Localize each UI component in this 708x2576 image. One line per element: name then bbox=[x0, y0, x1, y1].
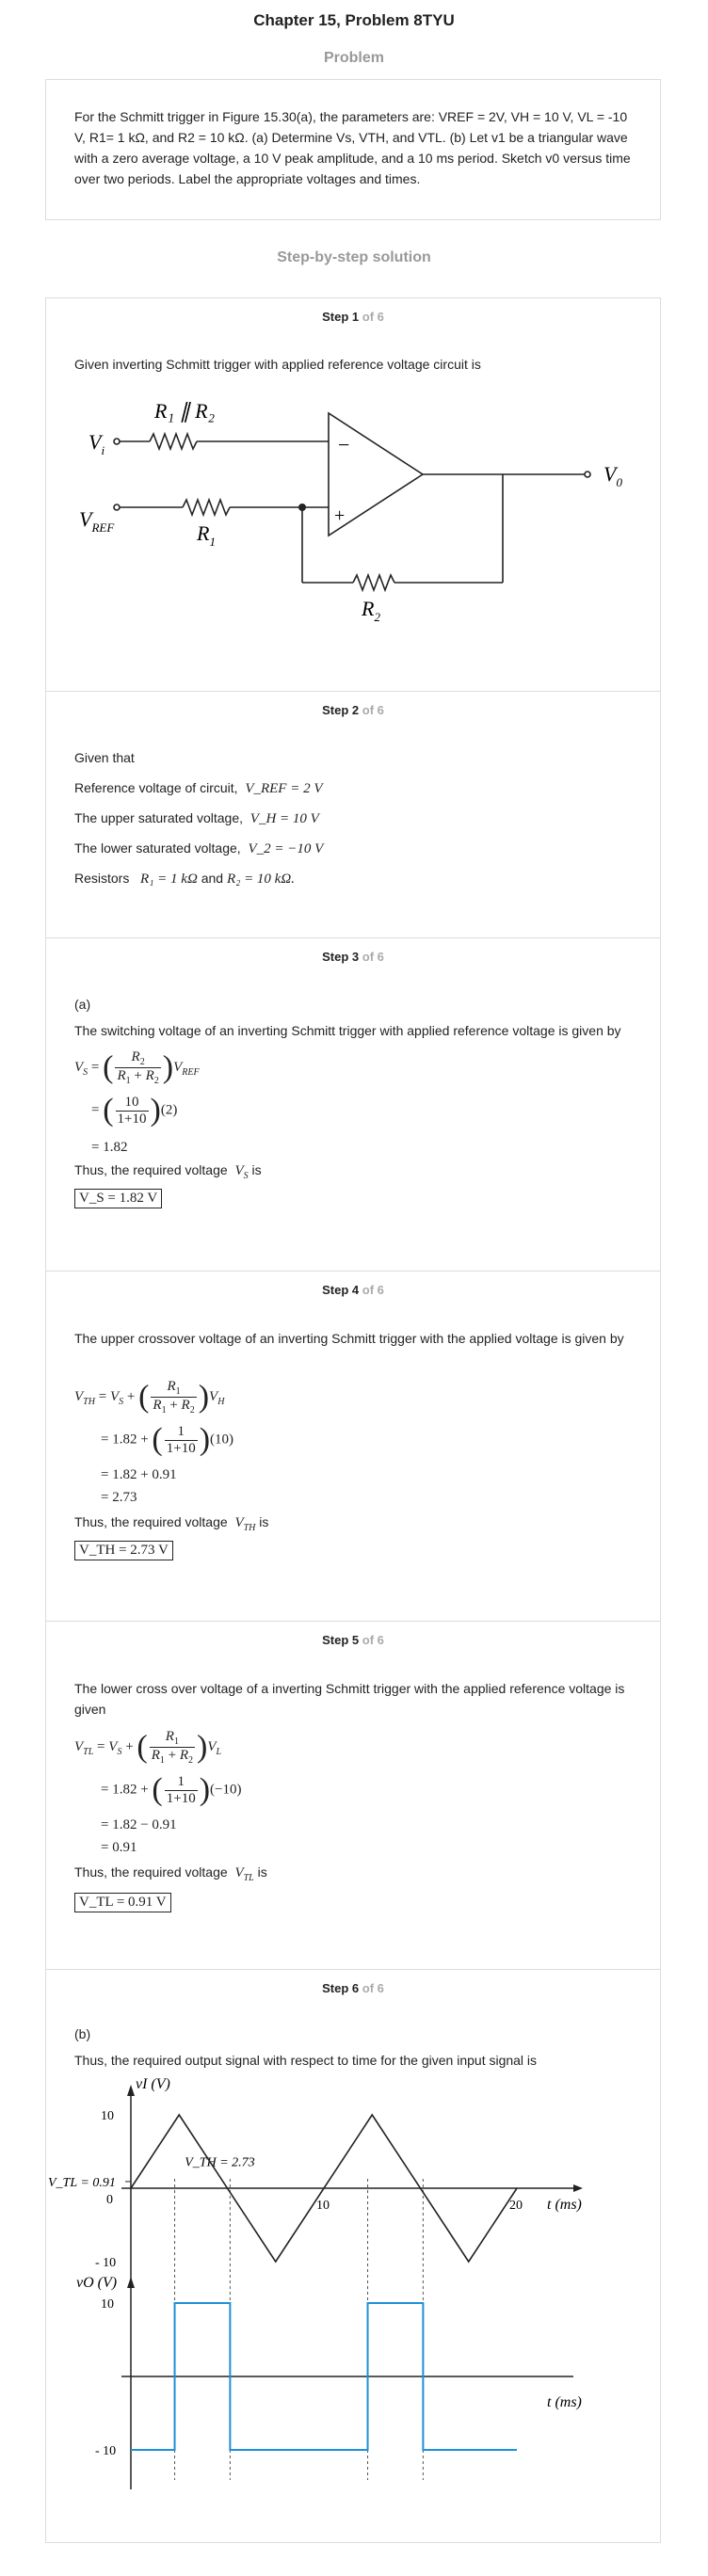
ytick-input-10: 10 bbox=[101, 2109, 114, 2123]
label-r1: $R_1$ bbox=[197, 521, 216, 549]
step-2 bbox=[46, 692, 660, 938]
step3-conclusion: Thus, the required voltage $V_S$ is bbox=[74, 1162, 262, 1181]
step5-text: The lower cross over voltage of a inverting Schmitt trigger with the applied reference voltage is given bbox=[74, 1681, 625, 1717]
step-header: Step 5 of 6 bbox=[322, 1633, 384, 1647]
x-axis-label-input: t (ms) bbox=[547, 2197, 582, 2213]
step5-difference: = 1.82 − 0.91 bbox=[101, 1817, 177, 1832]
problem-box bbox=[45, 79, 661, 220]
step5-conclusion: Thus, the required voltage $V_{TL}$ is bbox=[74, 1864, 267, 1883]
problem-text: For the Schmitt trigger in Figure 15.30(a), the parameters are: VREF = 2V, VH = 10 V, VL = -10 V, R1= 1 kΩ, and R2 = 10 kΩ. (a) Determine Vs, VTH, and VTL. (b) Let v1 be a triangular wave with a zero average voltage, a 10 V peak amplitude, and a 10 ms period. Sketch v0 versus time over two periods. Label the appropriate voltages and times. bbox=[74, 109, 631, 186]
y-axis-label-input: vI (V) bbox=[136, 2076, 170, 2092]
label-vi: $V_i$ bbox=[88, 430, 105, 457]
step2-lower: The lower saturated voltage, V_2 = −10 V bbox=[74, 840, 324, 856]
annotation-vth: V_TH = 2.73 bbox=[185, 2155, 255, 2170]
step2-intro: Given that bbox=[74, 750, 135, 765]
solution-box bbox=[45, 297, 661, 2543]
step3-result-line: = 1.82 bbox=[91, 1140, 128, 1155]
step4-sum: = 1.82 + 0.91 bbox=[101, 1467, 177, 1482]
step2-upper: The upper saturated voltage, V_H = 10 V bbox=[74, 810, 319, 826]
label-vref: $V_{REF}$ bbox=[79, 507, 115, 535]
step6-text: Thus, the required output signal with respect to time for the given input signal is bbox=[74, 2053, 538, 2068]
step3-formula: $V_S$ = ( $\frac{R_2}{R_1 + R_2}$ )$V_{REF}$ bbox=[74, 1049, 200, 1086]
step-3 bbox=[46, 938, 660, 1272]
page-title: Chapter 15, Problem 8TYU bbox=[253, 11, 455, 29]
step4-boxed-result: V_TH = 2.73 V bbox=[74, 1541, 173, 1560]
label-r2: $R_2$ bbox=[362, 597, 380, 624]
y-axis-label-output: vO (V) bbox=[76, 2275, 118, 2291]
ytick-output-neg10: - 10 bbox=[95, 2444, 117, 2458]
step-5 bbox=[46, 1622, 660, 1970]
xtick-input-10: 10 bbox=[316, 2199, 330, 2213]
step1-text: Given inverting Schmitt trigger with applied reference voltage circuit is bbox=[74, 357, 481, 372]
x-axis-label-output: t (ms) bbox=[547, 2394, 582, 2410]
problem-heading: Problem bbox=[323, 50, 384, 66]
step-header: Step 1 of 6 bbox=[322, 310, 384, 324]
solution-heading: Step-by-step solution bbox=[277, 249, 431, 265]
schmitt-trigger-circuit bbox=[56, 385, 639, 648]
step4-result-line: = 2.73 bbox=[101, 1490, 137, 1505]
label-vo: $V_0$ bbox=[603, 462, 622, 489]
label-r1-parallel-r2: R₁ ∥ R₂ bbox=[154, 399, 216, 423]
step-1 bbox=[46, 298, 660, 692]
step3-part: (a) bbox=[74, 997, 91, 1012]
step-header: Step 3 of 6 bbox=[322, 950, 384, 964]
step3-boxed-result: V_S = 1.82 V bbox=[74, 1189, 162, 1208]
plus-sign: + bbox=[334, 505, 346, 526]
step-header: Step 2 of 6 bbox=[322, 703, 384, 717]
step4-formula: $V_{TH} = V_S$ + ( $\frac{R_1}{R_1 + R_2}$ )$V_H$ bbox=[74, 1379, 225, 1416]
step2-ref: Reference voltage of circuit, V_REF = 2 V bbox=[74, 780, 323, 796]
step3-text: The switching voltage of an inverting Schmitt trigger with applied reference voltage is given by bbox=[74, 1023, 621, 1038]
step-header: Step 6 of 6 bbox=[322, 1981, 384, 1995]
step4-substitution: = 1.82 + ( $\frac{1}{1+10}$ )(10) bbox=[101, 1422, 234, 1457]
step2-resistors: Resistors R₁ = 1 kΩ and R₂ = 10 kΩ. bbox=[74, 871, 295, 887]
ytick-output-10: 10 bbox=[101, 2297, 114, 2312]
waveform-chart bbox=[46, 2075, 630, 2536]
step4-text: The upper crossover voltage of an inverting Schmitt trigger with the applied voltage is given by bbox=[74, 1331, 624, 1346]
x-axis-arrow-input bbox=[573, 2184, 583, 2192]
ytick-input-0: 0 bbox=[106, 2193, 113, 2207]
step5-result-line: = 0.91 bbox=[101, 1840, 137, 1855]
step5-formula: $V_{TL} = V_S$ + ( $\frac{R_1}{R_1 + R_2}$ )$V_L$ bbox=[74, 1729, 222, 1766]
step3-substitution: = ( $\frac{10}{1+10}$ )(2) bbox=[91, 1093, 178, 1128]
step4-conclusion: Thus, the required voltage $V_{TH}$ is bbox=[74, 1514, 269, 1533]
step-4 bbox=[46, 1272, 660, 1622]
step6-part: (b) bbox=[74, 2026, 91, 2041]
y-axis-arrow-input bbox=[127, 2085, 135, 2096]
step5-boxed-result: V_TL = 0.91 V bbox=[74, 1893, 171, 1912]
step-6 bbox=[46, 1970, 660, 2542]
annotation-vtl: V_TL = 0.91 bbox=[48, 2175, 116, 2190]
minus-sign: − bbox=[338, 433, 350, 456]
xtick-input-20: 20 bbox=[509, 2199, 523, 2213]
step5-substitution: = 1.82 + ( $\frac{1}{1+10}$ )(−10) bbox=[101, 1772, 242, 1807]
y-axis-arrow-output bbox=[127, 2277, 135, 2288]
step-header: Step 4 of 6 bbox=[322, 1283, 384, 1297]
ytick-input-neg10: - 10 bbox=[95, 2256, 117, 2270]
